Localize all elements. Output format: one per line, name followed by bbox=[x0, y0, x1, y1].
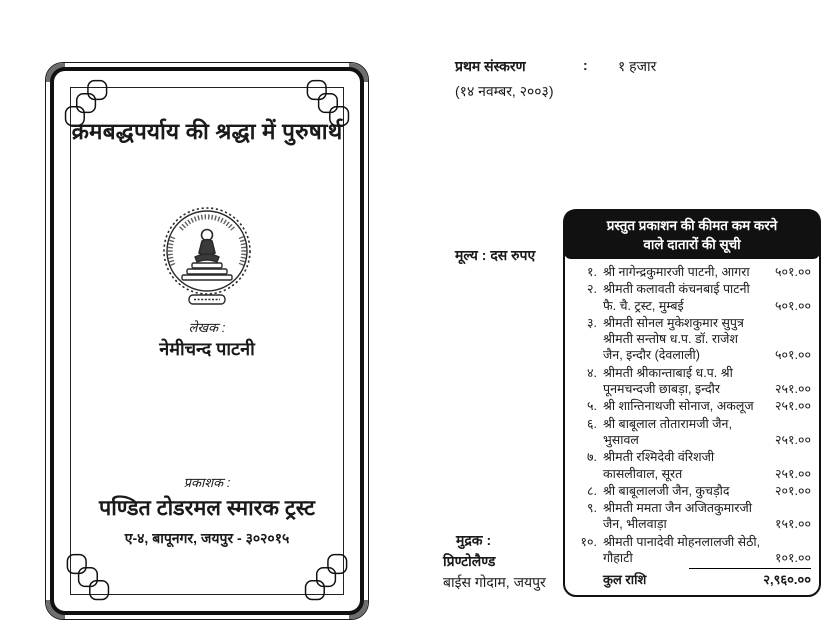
author-label: लेखक : bbox=[188, 320, 226, 335]
donors-list bbox=[565, 259, 819, 595]
author-name: नेमीचन्द पाटनी bbox=[159, 339, 255, 359]
donor-row bbox=[571, 416, 811, 449]
donor-amount: ५०१.०० bbox=[775, 298, 811, 313]
price-line: मूल्य : दस रुपए bbox=[455, 247, 536, 263]
donor-row bbox=[571, 449, 811, 482]
donor-number: ८. bbox=[587, 483, 597, 498]
donor-number: ७. bbox=[587, 450, 597, 465]
edition-date: (१४ नवम्बर, २००३) bbox=[455, 83, 554, 99]
edition-value: १ हजार bbox=[618, 58, 657, 74]
donor-row bbox=[571, 315, 811, 364]
donor-number: ६. bbox=[587, 416, 597, 431]
donors-title-line1: प्रस्तुत प्रकाशन की कीमत कम करने bbox=[606, 218, 778, 233]
donors-title-line2: वाले दातारों की सूची bbox=[643, 237, 741, 252]
cover-page bbox=[45, 62, 369, 620]
donor-name: श्रीमती सोनल मुकेशकुमार सुपुत्र श्रीमती सन्तोष ध.प. डॉ. राजेश जैन, इन्दौर (देवलाली) bbox=[603, 315, 744, 363]
donor-amount: २५१.०० bbox=[775, 382, 811, 397]
trust-seal-icon bbox=[159, 205, 255, 309]
printer-name: प्रिण्टोलैण्ड bbox=[443, 553, 496, 569]
donor-name: श्रीमती श्रीकान्ताबाई ध.प. श्री पूनमचन्दजी छाबड़ा, इन्दौर bbox=[603, 365, 733, 397]
donor-number: ५. bbox=[587, 399, 597, 414]
donor-amount: २५१.०० bbox=[775, 399, 811, 414]
printer-address: बाईस गोदाम, जयपुर bbox=[443, 574, 546, 590]
donor-number: ९. bbox=[587, 501, 597, 516]
donor-name: श्री शान्तिनाथजी सोनाज, अकलूज bbox=[603, 399, 754, 414]
donor-number: १. bbox=[587, 265, 597, 279]
donor-row bbox=[571, 281, 811, 314]
donor-row bbox=[571, 534, 811, 567]
donor-amount: ५०१.०० bbox=[775, 348, 811, 363]
publisher-address: ए-४, बापूनगर, जयपुर - ३०२०१५ bbox=[124, 530, 290, 546]
donor-number: १०. bbox=[580, 534, 597, 549]
donors-total-label: कुल राशि bbox=[603, 572, 647, 588]
donor-row bbox=[571, 500, 811, 533]
donor-amount: १५१.०० bbox=[775, 517, 811, 532]
donor-name: श्रीमती रश्मिदेवी वंरिशजी कासलीवाल, सूरत bbox=[603, 450, 715, 481]
printer-label: मुद्रक : bbox=[456, 532, 492, 548]
donor-row bbox=[571, 365, 811, 398]
donor-amount: २५१.०० bbox=[775, 432, 811, 447]
donor-name: श्री बाबूलालजी जैन, कुचड़ौद bbox=[603, 483, 730, 498]
donor-row bbox=[571, 264, 811, 280]
donor-name: श्रीमती ममता जैन अजितकुमारजी जैन, भीलवाड़ा bbox=[603, 501, 752, 532]
donor-amount: २०१.०० bbox=[775, 483, 811, 498]
donor-name: श्री बाबूलाल तोतारामजी जैन, भुसावल bbox=[603, 416, 732, 447]
edition-label: प्रथम संस्करण bbox=[455, 58, 526, 74]
donor-row bbox=[571, 483, 811, 499]
donor-number: ३. bbox=[587, 315, 597, 330]
donor-number: ४. bbox=[587, 365, 597, 380]
donor-row bbox=[571, 398, 811, 414]
donor-amount: २५१.०० bbox=[775, 466, 811, 481]
donor-amount: १०१.०० bbox=[775, 551, 811, 566]
donors-total-row bbox=[571, 568, 811, 589]
donor-name: श्री नागेन्द्रकुमारजी पाटनी, आगरा bbox=[603, 265, 750, 279]
publisher-name: पण्डित टोडरमल स्मारक ट्रस्ट bbox=[99, 496, 315, 520]
donor-number: २. bbox=[587, 282, 597, 297]
donor-name: श्रीमती पानादेवी मोहनलालजी सेठी, गौहाटी bbox=[603, 534, 761, 566]
donors-total-amount: २,९६०.०० bbox=[689, 568, 811, 589]
donors-table-title bbox=[564, 210, 820, 259]
book-title: क्रमबद्धपर्याय की श्रद्धा में पुरुषार्थ bbox=[71, 119, 343, 144]
edition-colon: : bbox=[583, 57, 588, 73]
donors-table bbox=[563, 209, 821, 597]
donor-amount: ५०१.०० bbox=[775, 265, 811, 279]
donor-name: श्रीमती कलावती कंचनबाई पाटनी फै. चै. ट्रस्ट, मुम्बई bbox=[603, 282, 750, 313]
publisher-label: प्रकाशक : bbox=[183, 475, 231, 490]
